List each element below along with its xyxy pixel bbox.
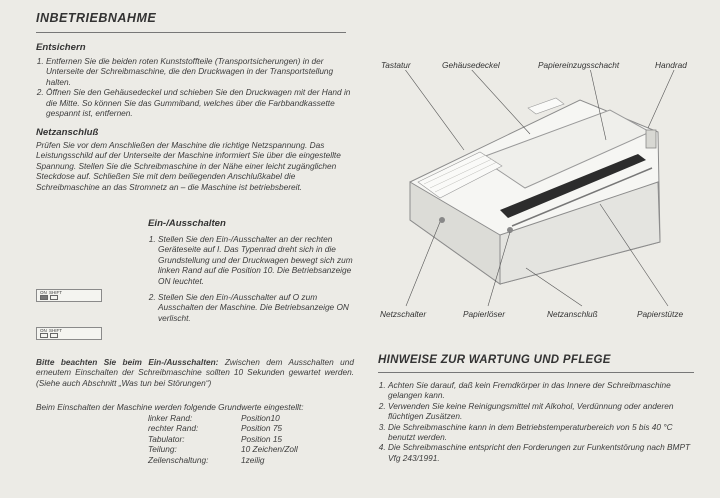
grundwert-label: linker Rand: <box>148 413 193 423</box>
wartung-item-3: 3. Die Schreibmaschine kann in dem Betriebstemperaturbereich von 5 bis 40 °C benutzt werden. <box>388 422 696 443</box>
label-gehaeusedeckel: Gehäusedeckel <box>442 60 500 70</box>
grundwerte-table <box>148 413 298 465</box>
led-shift-icon <box>50 333 58 338</box>
typewriter-illustration <box>360 70 720 310</box>
entsichern-list <box>36 56 356 118</box>
grundwert-value: 1zeilig <box>241 454 265 465</box>
title-rule <box>36 32 346 33</box>
table-row <box>148 413 298 423</box>
page-title: INBETRIEBNAHME <box>36 11 157 25</box>
schalten-item-1: 1. Stellen Sie den Ein-/Ausschalter an der rechten Geräteseite auf I. Das Typenrad dreht sich in die Grundstellung und der Druckwagen bewegt sich zum linken Rand auf die Position 10. Die Betriebsanzeige ON leuchtet. <box>158 234 354 286</box>
switch-panel-off <box>36 327 102 340</box>
schalten-list <box>148 234 354 323</box>
wartung-item-4: 4. Die Schreibmaschine entspricht den Forderungen zur Funkentstörung nach BMPT Vfg 243/1991. <box>388 442 696 463</box>
entsichern-heading: Entsichern <box>36 42 86 53</box>
grundwert-label: rechter Rand: <box>148 423 199 434</box>
label-netzschalter: Netzschalter <box>380 309 427 319</box>
led-on-icon <box>40 333 48 338</box>
entsichern-item-2: 2. Öffnen Sie den Gehäusedeckel und schieben Sie den Druckwagen mit der Hand in die Mitte. So können Sie das Gummiband, welches über die Farbbandkassette gespannt ist, entfernen. <box>46 87 356 118</box>
grundwert-label: Teilung: <box>148 444 177 455</box>
led-shift-icon <box>50 295 58 300</box>
grundwert-label: Zeilenschaltung: <box>148 454 209 465</box>
switch-label-shift: SHIFT <box>49 290 62 295</box>
table-row <box>148 455 298 465</box>
grundwerte-intro: Beim Einschalten der Maschine werden folgende Grundwerte eingestellt: <box>36 402 304 412</box>
netzanschluss-heading: Netzanschluß <box>36 127 99 138</box>
wartung-rule <box>378 372 694 373</box>
grundwert-label: Tabulator: <box>148 433 185 444</box>
table-row <box>148 434 298 444</box>
label-papiereinzugsschacht: Papiereinzugsschacht <box>538 60 620 70</box>
switch-panel-on <box>36 289 102 302</box>
label-netzanschluss: Netzanschluß <box>547 309 598 319</box>
wartung-item-2: 2. Verwenden Sie keine Reinigungsmittel mit Alkohol, Verdünnung oder anderen flüchtigen Zusätzen. <box>388 401 696 422</box>
wartung-list <box>378 380 696 463</box>
entsichern-item-1: 1. Entfernen Sie die beiden roten Kunststoffteile (Transportsicherungen) in der Unterseite der Schreibmaschine, die den Druckwagen in der Transportstellung halten. <box>46 56 356 87</box>
switch-label-on: ON <box>40 290 47 295</box>
grundwert-value: Position 75 <box>241 423 283 434</box>
netzanschluss-text: Prüfen Sie vor dem Anschließen der Maschine die richtige Netzspannung. Das Leistungsschild auf der Unterseite der Maschine informiert Sie über die eingestellte Spannung. Stellen Sie die Schreibmaschine in der Nähe einer leicht zugänglichen Steckdose auf. Schließen Sie mit dem beiliegenden Anschlußkabel die Schreibmaschine an das Stromnetz an – die Maschine ist betriebsbereit. <box>36 140 341 192</box>
wartung-item-1: 1. Achten Sie darauf, daß kein Fremdkörper in das Innere der Schreibmaschine gelangen kann. <box>388 380 696 401</box>
wartung-heading: HINWEISE ZUR WARTUNG UND PFLEGE <box>378 354 611 366</box>
grundwert-value: 10 Zeichen/Zoll <box>241 444 298 455</box>
switch-label-shift: SHIFT <box>49 328 62 333</box>
switch-label-on: ON <box>40 328 47 333</box>
schalten-item-2: 2. Stellen Sie den Ein-/Ausschalter auf O zum Ausschalten der Maschine. Die Betriebsanzeige ON verlischt. <box>158 292 354 323</box>
table-row <box>148 423 298 433</box>
handrad <box>646 130 656 148</box>
table-row <box>148 444 298 454</box>
label-tastatur: Tastatur <box>381 60 411 70</box>
grundwert-value: Position10 <box>241 413 280 423</box>
beachten-text: Zwischen dem Ausschalten und erneutem Einschalten der Schreibmaschine sollten 10 Sekunden gewartet werden. (Siehe auch Abschnitt „Was tun bei Störungen“) <box>36 357 354 388</box>
label-papierloeser: Papierlöser <box>463 309 505 319</box>
label-papierstuetze: Papierstütze <box>637 309 684 319</box>
grundwert-value: Position 15 <box>241 433 283 444</box>
beachten-paragraph <box>36 357 354 388</box>
label-handrad: Handrad <box>655 60 687 70</box>
beachten-bold: Bitte beachten Sie beim Ein-/Ausschalten: <box>36 357 219 367</box>
schalten-heading: Ein-/Ausschalten <box>148 218 226 229</box>
led-on-icon <box>40 295 48 300</box>
